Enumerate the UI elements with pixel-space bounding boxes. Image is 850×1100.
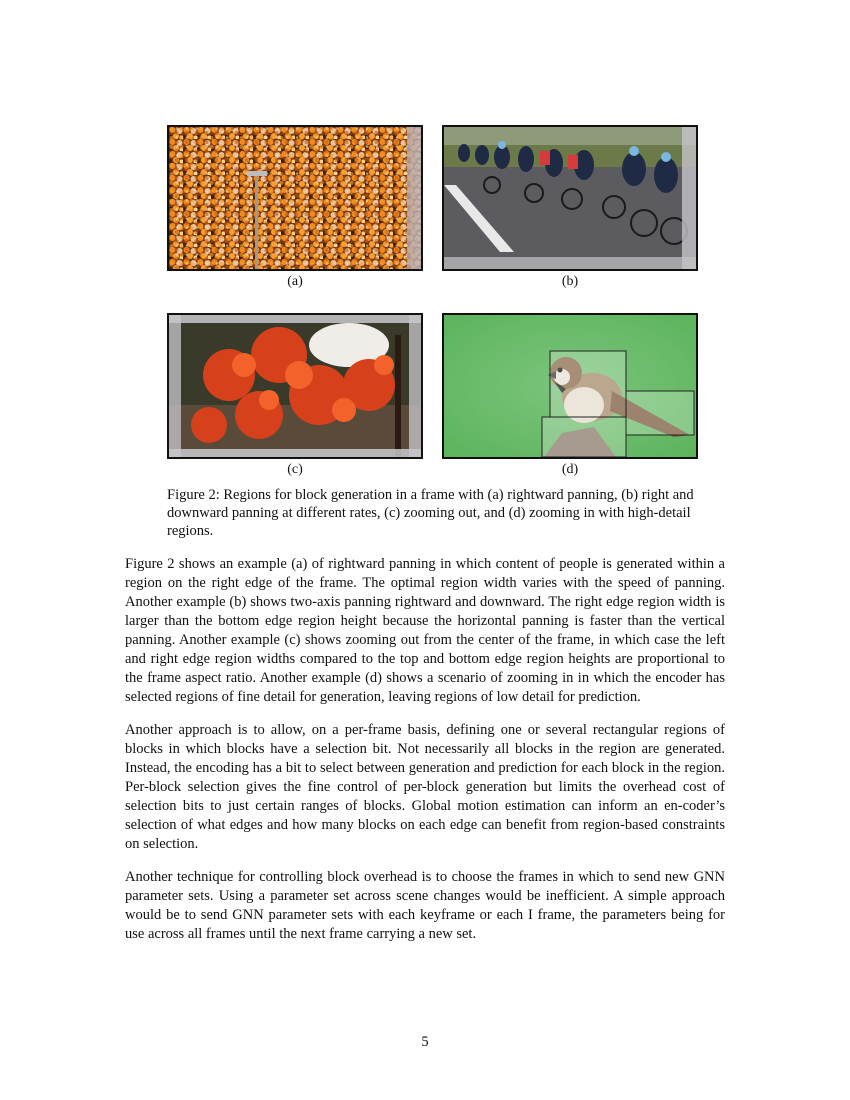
panel-b-label: (b) (561, 274, 579, 289)
figure-panel-c-maple (167, 313, 423, 459)
panel-c-label: (c) (287, 462, 303, 477)
panel-a-label: (a) (287, 274, 303, 289)
crowd-image (169, 127, 421, 269)
panel-d-label: (d) (561, 462, 579, 477)
sparrow-image (444, 315, 696, 457)
figure-panel-a-crowd (167, 125, 423, 271)
cyclists-image (444, 127, 696, 269)
paragraph: Figure 2 shows an example (a) of rightward panning in which content of people is generated within a region on the right edge of the frame. The optimal region width varies with the speed of panning. Another example (b) shows two-axis panning rightward and downward. The right edge region width is larger than the bottom edge region height because the horizontal panning is faster than the vertical panning. Another example (c) shows zooming out from the center of the frame, in which case the left and right edge region widths compared to the top and bottom edge region heights are proportional to the frame aspect ratio. Another example (d) shows a scenario of zooming in in which the encoder has selected regions of fine detail for generation, leaving regions of low detail for prediction. (125, 556, 725, 705)
body-text (125, 555, 725, 958)
page-number: 5 (421, 1034, 429, 1050)
paragraph: Another technique for controlling block overhead is to choose the frames in which to send new GNN parameter sets. Using a parameter set across scene changes would be inefficient. A simple approach would be to send GNN parameter sets with each keyframe or each I frame, the parameters being for use across all frames until the next frame carrying a new set. (125, 869, 725, 942)
figure-caption: Figure 2: Regions for block generation in a frame with (a) rightward panning, (b) right and downward panning at different rates, (c) zooming out, and (d) zooming in with high-detail regions. (167, 487, 694, 539)
maple-leaves-image (169, 315, 421, 457)
paragraph: Another approach is to allow, on a per-frame basis, defining one or several rectangular regions of blocks in which blocks have a selection bit. Not necessarily all blocks in the region are generated. Instead, the encoding has a bit to select between generation and prediction for each block in the region. Per-block selection gives the fine control of per-block generation but limits the overhead cost of selection bits to just certain ranges of blocks. Global motion estimation can inform an en-coder’s selection of what edges and how many blocks on each edge can benefit from region-based constraints on selection. (125, 722, 725, 852)
figure-panel-d-sparrow (442, 313, 698, 459)
figure-panel-b-cyclists (442, 125, 698, 271)
